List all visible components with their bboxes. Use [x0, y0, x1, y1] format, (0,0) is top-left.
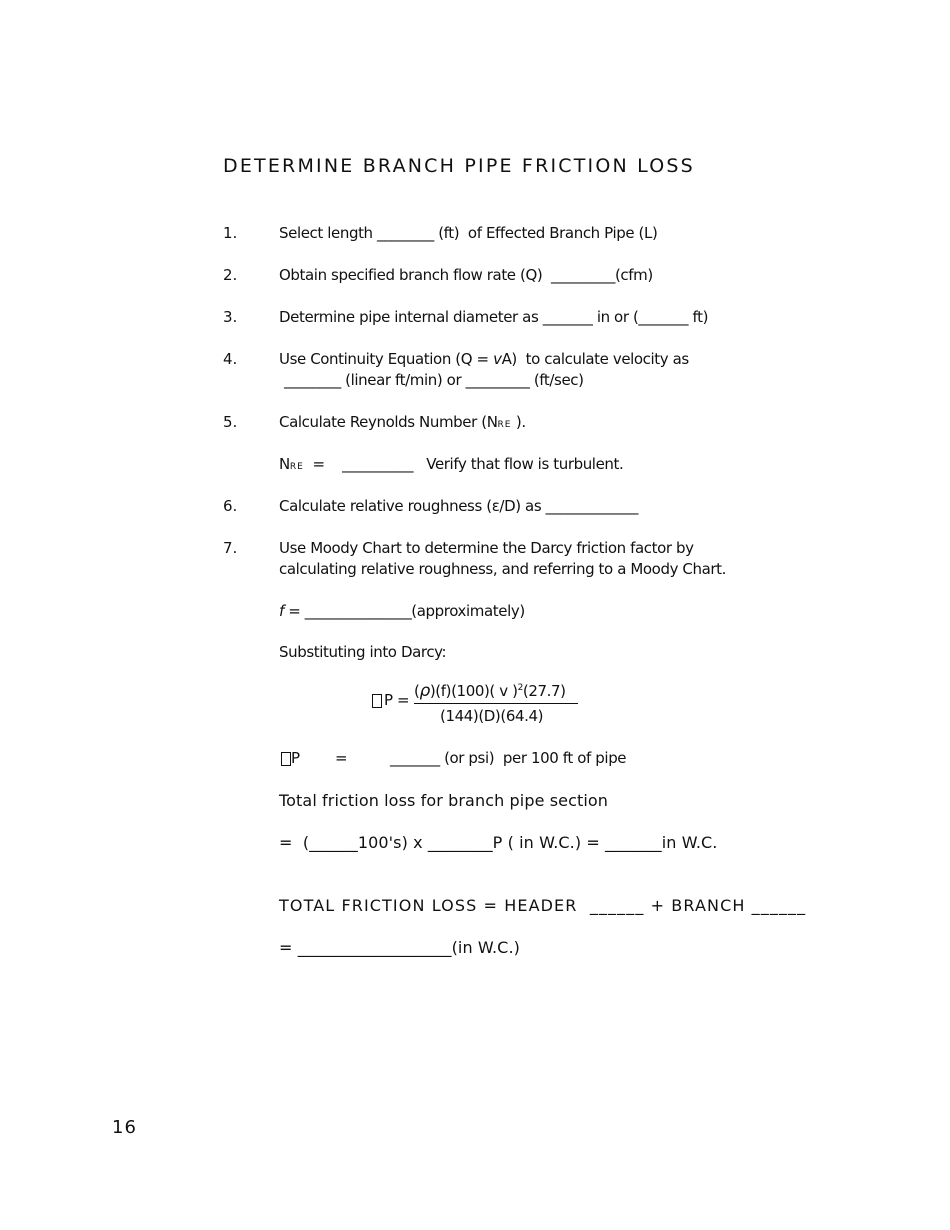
delta-symbol-icon	[281, 752, 291, 766]
step-2-text: Obtain specified branch flow rate (Q) _________(cfm)	[279, 266, 653, 284]
total-branch-label: Total friction loss for branch pipe section	[279, 791, 609, 810]
total-friction-line: TOTAL FRICTION LOSS = HEADER ______ + BRANCH ______	[279, 896, 807, 915]
darcy-denominator: (144)(D)(64.4)	[440, 707, 544, 725]
step-7-number: 7.	[223, 539, 238, 557]
step-1-number: 1.	[223, 224, 238, 242]
total-result-line: = ___________________(in W.C.)	[279, 938, 520, 957]
step-6-text: Calculate relative roughness (ε/D) as _____________	[279, 497, 638, 515]
delta-p-equals: =	[335, 749, 348, 767]
step-3-number: 3.	[223, 308, 238, 326]
friction-factor-line: f = _______________(approximately)	[279, 602, 525, 620]
darcy-lhs: P =	[384, 691, 410, 709]
step-1-text: Select length ________ (ft) of Effected Branch Pipe (L)	[279, 224, 658, 242]
page-title: DETERMINE BRANCH PIPE FRICTION LOSS	[223, 155, 695, 177]
darcy-numerator: (ρ)(f)(100)( v )$^2$(27.7)	[414, 681, 566, 701]
step-3-text: Determine pipe internal diameter as _______ in or (_______ ft)	[279, 308, 709, 326]
reynolds-result: NRE = __________ Verify that flow is turbulent.	[279, 455, 624, 473]
step-7-line-2: calculating relative roughness, and referring to a Moody Chart.	[279, 560, 727, 578]
step-4-line-1: Use Continuity Equation (Q = vA) to calculate velocity as	[279, 350, 689, 368]
step-6-number: 6.	[223, 497, 238, 515]
step-4-number: 4.	[223, 350, 238, 368]
step-4-line-2: ________ (linear ft/min) or _________ (ft/sec)	[284, 371, 584, 389]
step-5-text: Calculate Reynolds Number (NRE ).	[279, 413, 526, 431]
total-branch-equation: = (______100's) x ________P ( in W.C.) = _______in W.C.	[279, 833, 718, 852]
step-2-number: 2.	[223, 266, 238, 284]
page-number: 16	[112, 1117, 137, 1138]
delta-p-lhs: P	[291, 749, 300, 767]
substituting-label: Substituting into Darcy:	[279, 643, 447, 661]
delta-symbol-icon	[372, 694, 382, 708]
step-7-line-1: Use Moody Chart to determine the Darcy friction factor by	[279, 539, 694, 557]
delta-p-value: _______ (or psi) per 100 ft of pipe	[390, 749, 627, 767]
darcy-fraction-bar	[414, 703, 578, 704]
step-5-number: 5.	[223, 413, 238, 431]
